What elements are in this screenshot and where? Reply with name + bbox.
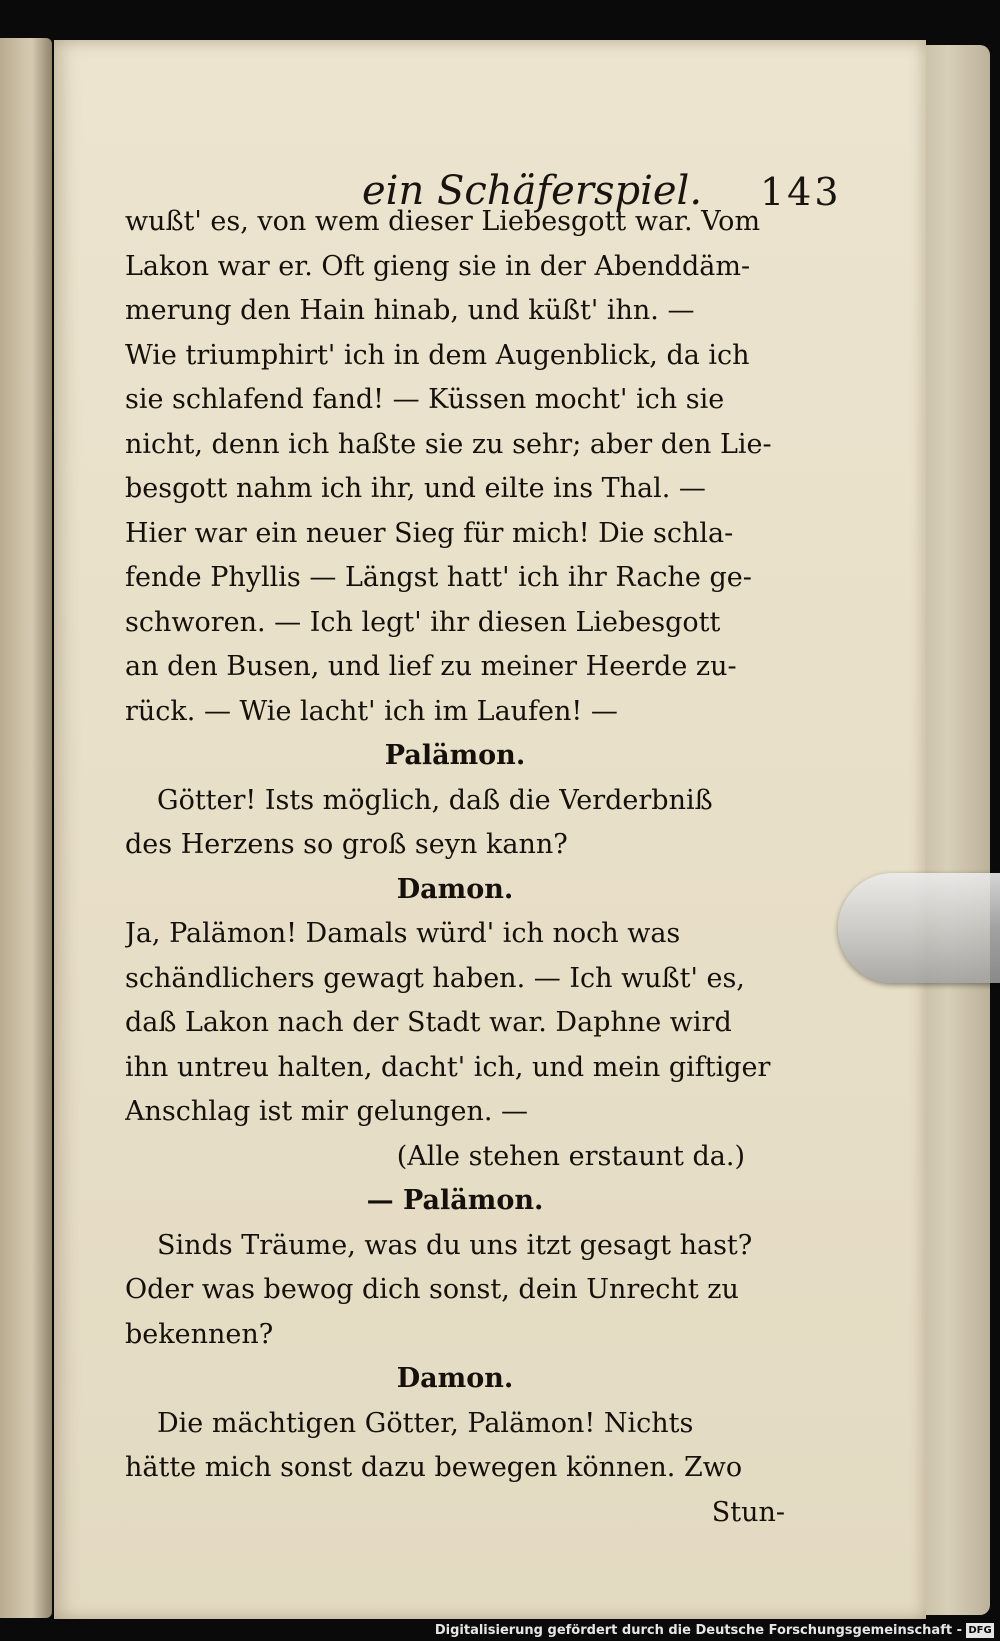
dfg-logo: DFG bbox=[966, 1623, 994, 1638]
text-line: Oder was bewog dich sonst, dein Unrecht zu bbox=[125, 1274, 739, 1305]
text-line: fende Phyllis — Längst hatt' ich ihr Rache ge- bbox=[125, 562, 752, 593]
footer-bar bbox=[0, 1619, 1000, 1641]
text-line: Anschlag ist mir gelungen. — bbox=[125, 1096, 528, 1127]
catchword: Stun- bbox=[711, 1496, 785, 1528]
speaker-heading: — Palämon. bbox=[366, 1185, 544, 1216]
text-line: Hier war ein neuer Sieg für mich! Die schla- bbox=[125, 517, 734, 549]
text-line: an den Busen, und lief zu meiner Heerde zu- bbox=[125, 651, 737, 682]
text-line: Götter! Ists möglich, daß die Verderbniß bbox=[157, 784, 713, 816]
text-line: des Herzens so groß seyn kann? bbox=[125, 829, 568, 860]
left-page-edge bbox=[0, 38, 52, 1618]
text-line: hätte mich sonst dazu bewegen können. Zwo bbox=[125, 1452, 743, 1483]
text-line: Lakon war er. Oft gieng sie in der Abenddäm- bbox=[125, 250, 751, 282]
page-number: 143 bbox=[760, 170, 842, 214]
text-block bbox=[125, 200, 785, 1535]
text-line: Sinds Träume, was du uns itzt gesagt hast? bbox=[157, 1229, 753, 1261]
text-line: besgott nahm ich ihr, und eilte ins Thal. — bbox=[125, 473, 706, 504]
footer-credit: Digitalisierung gefördert durch die Deutsche Forschungsgemeinschaft - bbox=[434, 1623, 962, 1638]
text-line: schändlichers gewagt haben. — Ich wußt' es, bbox=[125, 962, 745, 994]
page-stack-edge bbox=[920, 45, 990, 1615]
text-line: merung den Hain hinab, und küßt' ihn. — bbox=[125, 295, 695, 326]
speaker-heading: Palämon. bbox=[384, 740, 526, 771]
page-clip bbox=[838, 873, 1000, 983]
text-line: bekennen? bbox=[125, 1318, 274, 1350]
running-head: ein Schäferspiel. bbox=[362, 168, 703, 214]
text-line: Die mächtigen Götter, Palämon! Nichts bbox=[157, 1407, 694, 1439]
text-line: wußt' es, von wem dieser Liebesgott war. Vom bbox=[125, 206, 761, 237]
speaker-heading: Damon. bbox=[396, 1363, 514, 1394]
text-line: Wie triumphirt' ich in dem Augenblick, da ich bbox=[125, 339, 750, 371]
text-line: ihn untreu halten, dacht' ich, und mein giftiger bbox=[125, 1051, 771, 1083]
stage-direction: (Alle stehen erstaunt da.) bbox=[396, 1140, 745, 1172]
text-line: schworen. — Ich legt' ihr diesen Liebesgott bbox=[125, 606, 721, 638]
speaker-heading: Damon. bbox=[396, 873, 514, 905]
text-line: Ja, Palämon! Damals würd' ich noch was bbox=[125, 918, 681, 949]
text-line: rück. — Wie lacht' ich im Laufen! — bbox=[125, 695, 618, 727]
text-line: nicht, denn ich haßte sie zu sehr; aber den Lie- bbox=[125, 428, 772, 460]
text-line: sie schlafend fand! — Küssen mocht' ich sie bbox=[125, 384, 725, 415]
text-line: daß Lakon nach der Stadt war. Daphne wird bbox=[125, 1007, 732, 1038]
